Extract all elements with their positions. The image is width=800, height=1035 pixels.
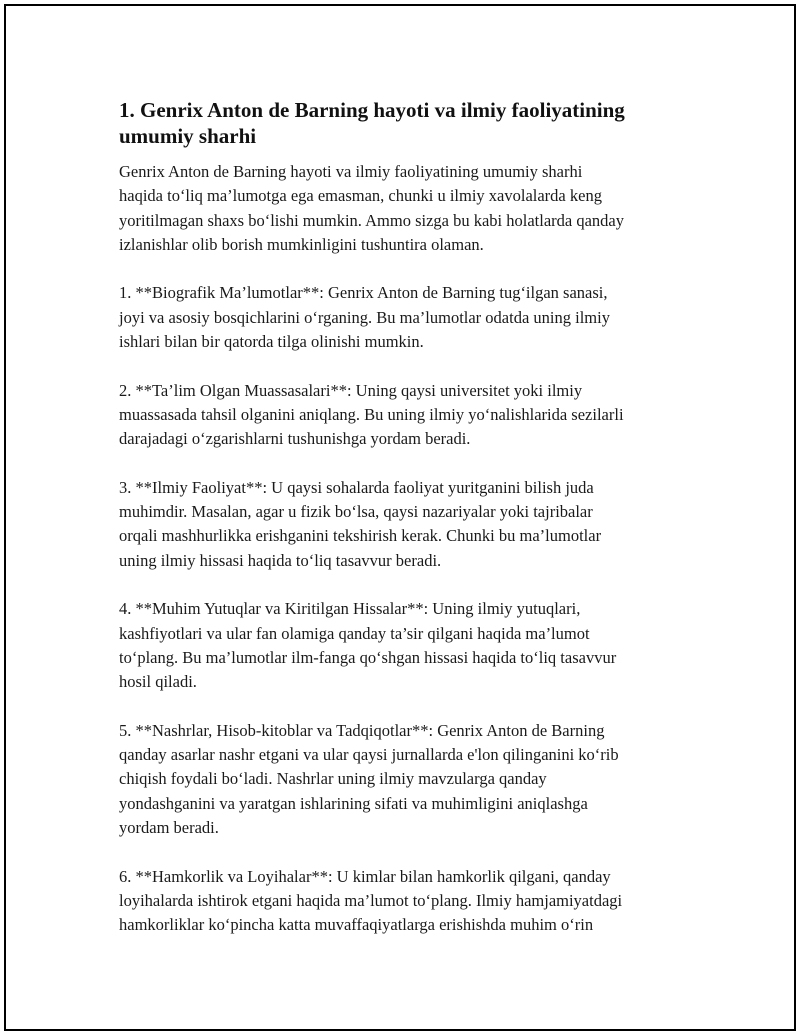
list-item-publications [119, 719, 694, 840]
document-page [4, 4, 796, 1031]
paragraph-line: 2. **Ta’lim Olgan Muassasalari**: Uning qaysi universitet yoki ilmiy [119, 380, 583, 400]
intro-paragraph [119, 160, 694, 257]
paragraph-line: Genrix Anton de Barning hayoti va ilmiy faoliyatining umumiy sharhi [119, 162, 583, 181]
list-item-collaboration [119, 865, 694, 938]
list-item-education [119, 379, 694, 452]
heading-line: 1. Genrix Anton de Barning hayoti va ilmiy faoliyatining [119, 98, 625, 122]
paragraph-line: yoritilmagan shaxs bo‘lishi mumkin. Ammo sizga bu kabi holatlarda qanday [119, 210, 624, 230]
paragraph-line: muhimdir. Masalan, agar u fizik bo‘lsa, qaysi nazariyalar yoki tajribalar [119, 502, 593, 522]
document-body [119, 97, 694, 962]
paragraph-line: kashfiyotlari va ular fan olamiga qanday ta’sir qilgani haqida ma’lumot [119, 623, 590, 643]
paragraph-line: yondashganini va yaratgan ishlarining sifati va muhimligini aniqlashga [119, 793, 588, 813]
section-heading [119, 97, 694, 149]
paragraph-line: 1. **Biografik Ma’lumotlar**: Genrix Anton de Barning tug‘ilgan sanasi, [119, 283, 608, 303]
paragraph-line: hamkorliklar ko‘pincha katta muvaffaqiyatlarga erishishda muhim o‘rin [119, 915, 594, 935]
paragraph-line: 6. **Hamkorlik va Loyihalar**: U kimlar bilan hamkorlik qilgani, qanday [119, 866, 611, 886]
paragraph-line: darajadagi o‘zgarishlarni tushunishga yordam beradi. [119, 429, 471, 449]
paragraph-line: izlanishlar olib borish mumkinligini tushuntira olaman. [119, 234, 484, 254]
paragraph-line: loyihalarda ishtirok etgani haqida ma’lumot to‘plang. Ilmiy hamjamiyatdagi [119, 890, 623, 910]
paragraph-line: haqida to‘liq ma’lumotga ega emasman, chunki u ilmiy xavolalarda keng [119, 186, 602, 206]
paragraph-line: to‘plang. Bu ma’lumotlar ilm-fanga qo‘shgan hissasi haqida to‘liq tasavvur [119, 647, 617, 667]
list-item-scientific-activity [119, 476, 694, 573]
paragraph-line: 3. **Ilmiy Faoliyat**: U qaysi sohalarda faoliyat yuritganini bilish juda [119, 477, 594, 497]
heading-line: umumiy sharhi [119, 124, 257, 148]
paragraph-line: ishlari bilan bir qatorda tilga olinishi mumkin. [119, 332, 424, 352]
paragraph-line: 5. **Nashrlar, Hisob-kitoblar va Tadqiqotlar**: Genrix Anton de Barning [119, 720, 605, 740]
list-item-achievements [119, 597, 694, 694]
paragraph-line: qanday asarlar nashr etgani va ular qaysi jurnallarda e'lon qilinganini ko‘rib [119, 745, 619, 765]
list-item-biography [119, 281, 694, 354]
paragraph-line: yordam beradi. [119, 818, 219, 838]
paragraph-line: orqali mashhurlikka erishganini tekshirish kerak. Chunki bu ma’lumotlar [119, 526, 602, 546]
paragraph-line: uning ilmiy hissasi haqida to‘liq tasavvur beradi. [119, 550, 442, 570]
paragraph-line: chiqish foydali bo‘ladi. Nashrlar uning ilmiy mavzularga qanday [119, 769, 547, 789]
paragraph-line: muassasada tahsil olganini aniqlang. Bu uning ilmiy yo‘nalishlarida sezilarli [119, 404, 624, 424]
paragraph-line: hosil qiladi. [119, 672, 197, 692]
paragraph-line: joyi va asosiy bosqichlarini o‘rganing. Bu ma’lumotlar odatda uning ilmiy [119, 307, 610, 327]
paragraph-line: 4. **Muhim Yutuqlar va Kiritilgan Hissalar**: Uning ilmiy yutuqlari, [119, 599, 581, 619]
